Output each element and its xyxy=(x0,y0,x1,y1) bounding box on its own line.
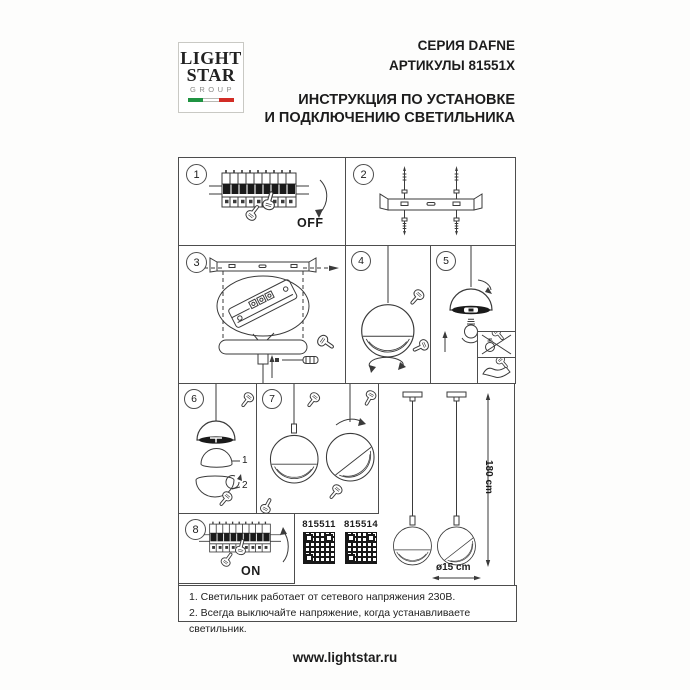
step-4-open-sphere xyxy=(345,245,431,384)
on-label: ON xyxy=(241,564,261,578)
lightstar-logo xyxy=(178,42,244,113)
off-label: OFF xyxy=(297,216,324,230)
article-number: 815511 xyxy=(302,519,336,530)
header xyxy=(264,36,515,127)
article-number: 815514 xyxy=(343,519,379,530)
italian-flag-icon xyxy=(188,98,234,102)
dimensions-drawing xyxy=(379,386,514,582)
step-number: 4 xyxy=(351,251,371,271)
use-cloth-hint xyxy=(477,357,516,384)
step-8-power-on xyxy=(178,513,295,584)
step-number: 2 xyxy=(353,164,374,185)
logo-light: LIGHT xyxy=(180,48,242,68)
qr-code-icon xyxy=(303,532,335,564)
diameter-dimension: ø15 cm xyxy=(436,562,471,573)
step-1-power-off xyxy=(178,157,346,246)
step-number: 8 xyxy=(185,519,206,540)
note-2: 2. Всегда выключайте напряжение, когда устанавливаете светильник. xyxy=(189,606,471,635)
step-6-assemble-halves xyxy=(178,383,257,514)
qr-item xyxy=(301,519,337,564)
part-2-label: 2 xyxy=(242,480,248,491)
height-dimension: 180 cm xyxy=(483,460,494,494)
warning-no-touch-bulb xyxy=(477,331,516,358)
notes xyxy=(178,585,517,635)
instruction-title: ИНСТРУКЦИЯ ПО УСТАНОВКЕ И ПОДКЛЮЧЕНИЮ СВЕТИЛЬНИКА xyxy=(264,92,515,127)
part-1-label: 1 xyxy=(242,455,248,466)
step-number: 3 xyxy=(186,252,207,273)
note-1: 1. Светильник работает от сетевого напряжения 230В. xyxy=(189,591,456,603)
step-number: 6 xyxy=(184,389,204,409)
qr-item xyxy=(343,519,379,564)
step-2-bracket xyxy=(345,157,516,246)
qr-code-icon xyxy=(345,532,377,564)
footer-url: www.lightstar.ru xyxy=(292,650,398,665)
qr-codes xyxy=(301,519,383,564)
step-number: 1 xyxy=(186,164,207,185)
series-title: СЕРИЯ DAFNE xyxy=(417,38,515,53)
logo-star: STAR xyxy=(186,64,236,85)
step-number: 5 xyxy=(436,251,456,271)
logo-group: GROUP xyxy=(189,85,235,95)
step-5-insert-bulb xyxy=(430,245,516,384)
step-7-rotate-window xyxy=(256,383,379,514)
step-number: 7 xyxy=(262,389,282,409)
instruction-grid xyxy=(178,157,515,635)
step-3-canopy-mount xyxy=(178,245,346,384)
articles-title: АРТИКУЛЫ 81551X xyxy=(389,57,515,73)
